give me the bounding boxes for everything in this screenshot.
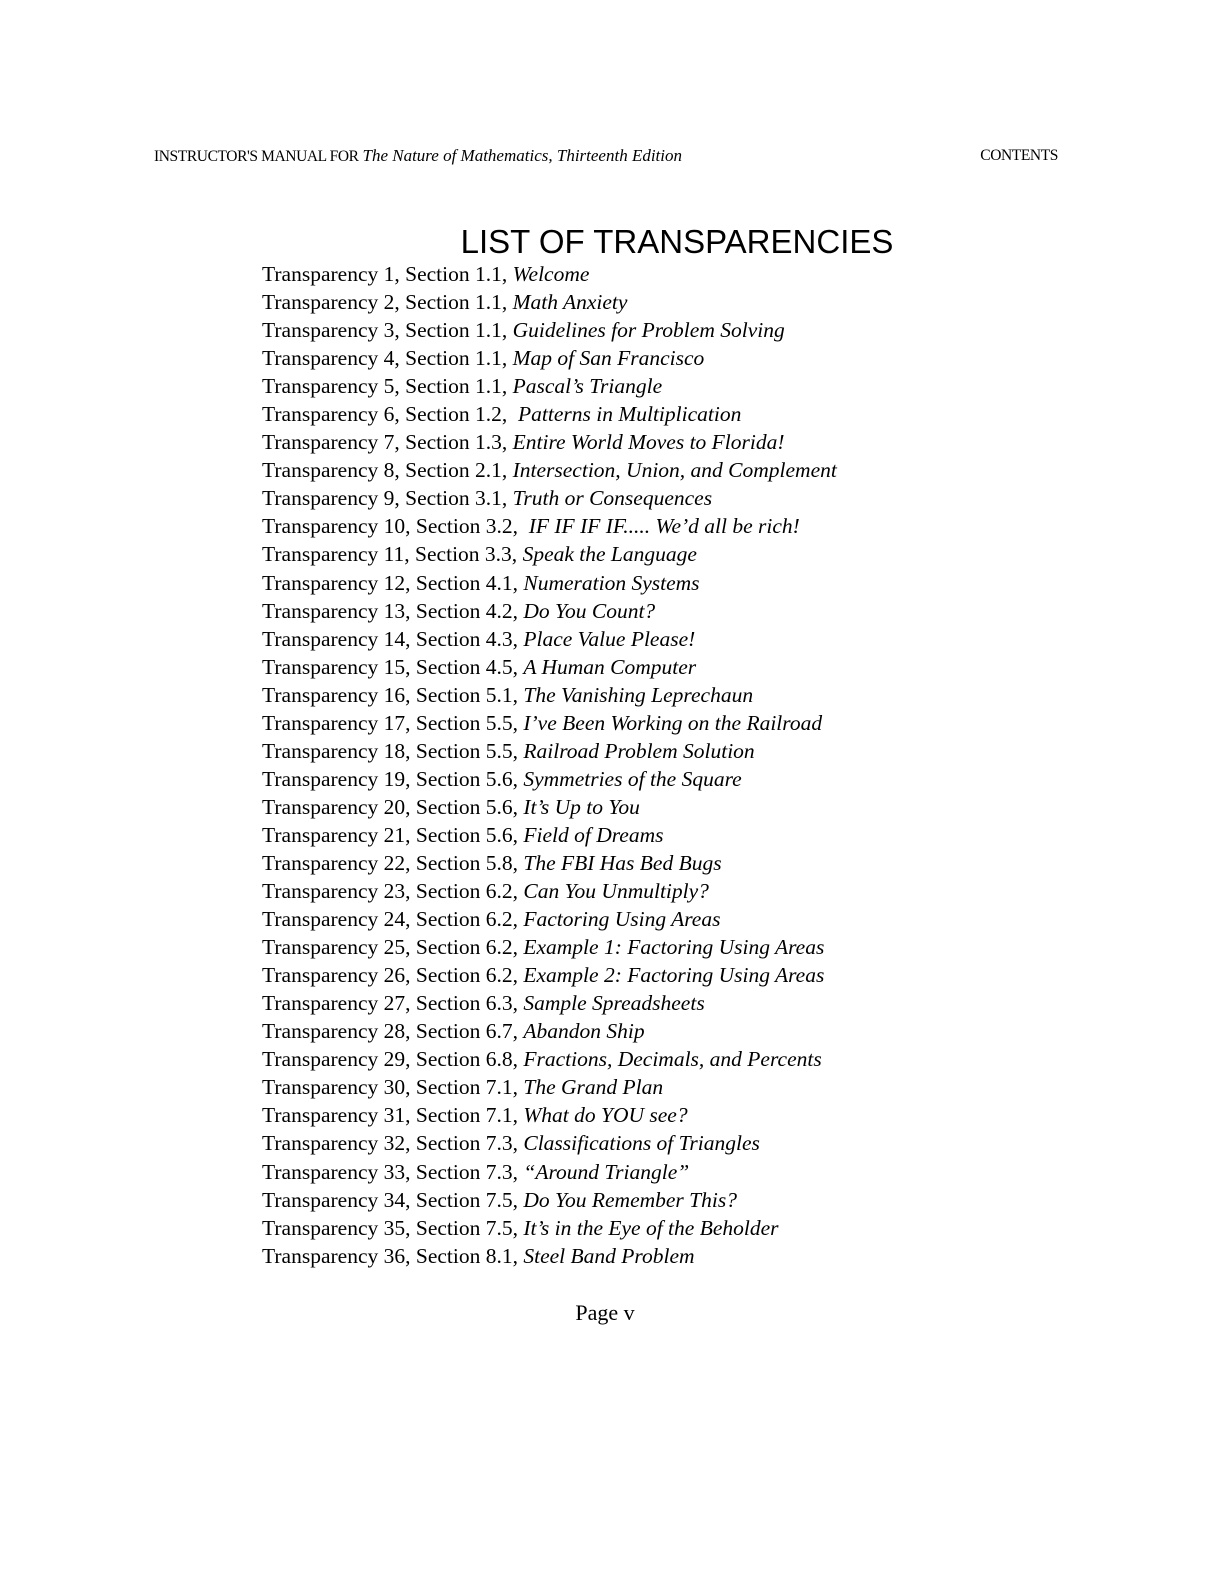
entry-reference: Transparency 7, Section 1.3, — [262, 430, 513, 455]
list-item — [262, 877, 837, 905]
entry-reference: Transparency 19, Section 5.6, — [262, 766, 524, 791]
entry-reference: Transparency 33, Section 7.3, — [262, 1159, 524, 1184]
entry-reference: Transparency 3, Section 1.1, — [262, 318, 513, 343]
entry-reference: Transparency 30, Section 7.1, — [262, 1075, 524, 1100]
entry-topic: Factoring Using Areas — [523, 907, 721, 932]
list-item — [262, 905, 837, 933]
entry-topic: Do You Count? — [523, 598, 656, 623]
entry-topic: I’ve Been Working on the Railroad — [523, 710, 823, 735]
page-title: LIST OF TRANSPARENCIES — [460, 223, 894, 260]
entry-reference: Transparency 1, Section 1.1, — [262, 262, 513, 286]
entry-reference: Transparency 15, Section 4.5, — [262, 654, 524, 679]
entry-topic: The Grand Plan — [523, 1075, 664, 1100]
entry-topic: Math Anxiety — [512, 290, 628, 315]
entry-topic: Welcome — [512, 262, 590, 286]
entry-reference: Transparency 24, Section 6.2, — [262, 907, 524, 932]
entry-topic: Can You Unmultiply? — [523, 879, 709, 904]
list-item — [262, 653, 837, 681]
entry-topic: Sample Spreadsheets — [523, 991, 705, 1016]
entry-topic: Speak the Language — [522, 542, 697, 567]
entry-reference: Transparency 28, Section 6.7, — [262, 1019, 524, 1044]
entry-topic: Numeration Systems — [523, 570, 700, 595]
entry-topic: The Vanishing Leprechaun — [523, 682, 754, 707]
list-item — [262, 1158, 837, 1186]
entry-reference: Transparency 25, Section 6.2, — [262, 935, 524, 960]
list-item — [262, 372, 837, 400]
list-item — [262, 569, 837, 597]
entry-topic: Fractions, Decimals, and Percents — [523, 1047, 822, 1072]
entry-topic: Guidelines for Problem Solving — [512, 318, 785, 343]
entry-reference: Transparency 27, Section 6.3, — [262, 991, 524, 1016]
list-item — [262, 512, 837, 540]
list-item — [262, 625, 837, 653]
entry-reference: Transparency 5, Section 1.1, — [262, 374, 513, 399]
entry-topic: The FBI Has Bed Bugs — [523, 850, 722, 875]
entry-reference: Transparency 34, Section 7.5, — [262, 1187, 524, 1212]
header-book-title: The Nature of Mathematics, Thirteenth Edition — [362, 146, 682, 165]
list-item — [262, 821, 837, 849]
list-item — [262, 933, 837, 961]
entry-reference: Transparency 13, Section 4.2, — [262, 598, 524, 623]
list-item — [262, 456, 837, 484]
list-item — [262, 709, 837, 737]
header-section-label: CONTENTS — [980, 147, 1058, 164]
list-item — [262, 260, 837, 288]
entry-reference: Transparency 21, Section 5.6, — [262, 822, 524, 847]
list-item — [262, 961, 837, 989]
list-item — [262, 765, 837, 793]
running-header — [154, 145, 1058, 167]
list-item — [262, 484, 837, 512]
entry-topic: Do You Remember This? — [523, 1187, 737, 1212]
entry-topic: Field of Dreams — [523, 822, 664, 847]
list-item — [262, 400, 837, 428]
list-item — [262, 1129, 837, 1157]
entry-topic: What do YOU see? — [523, 1103, 688, 1128]
entry-reference: Transparency 35, Section 7.5, — [262, 1215, 524, 1240]
entry-reference: Transparency 2, Section 1.1, — [262, 290, 513, 315]
list-item — [262, 1073, 837, 1101]
list-item — [262, 344, 837, 372]
entry-topic: Example 1: Factoring Using Areas — [523, 935, 825, 960]
entry-topic: It’s Up to You — [523, 794, 640, 819]
entry-reference: Transparency 16, Section 5.1, — [262, 682, 524, 707]
entry-topic: Steel Band Problem — [523, 1243, 695, 1268]
entry-topic: A Human Computer — [523, 654, 697, 679]
entry-reference: Transparency 22, Section 5.8, — [262, 850, 524, 875]
list-item — [262, 597, 837, 625]
list-item — [262, 737, 837, 765]
list-item — [262, 849, 837, 877]
entry-topic: IF IF IF IF..... We’d all be rich! — [528, 514, 800, 539]
entry-reference: Transparency 31, Section 7.1, — [262, 1103, 524, 1128]
list-item — [262, 1242, 837, 1270]
list-item — [262, 793, 837, 821]
list-item — [262, 1101, 837, 1129]
entry-reference: Transparency 20, Section 5.6, — [262, 794, 524, 819]
list-item — [262, 288, 837, 316]
header-manual-label: INSTRUCTOR'S MANUAL FOR — [154, 148, 359, 165]
list-item — [262, 1045, 837, 1073]
list-item — [262, 316, 837, 344]
list-item — [262, 428, 837, 456]
list-item — [262, 540, 837, 568]
entry-reference: Transparency 26, Section 6.2, — [262, 963, 524, 988]
page-number: Page v — [575, 1300, 635, 1325]
entry-topic: Entire World Moves to Florida! — [512, 430, 785, 455]
list-item — [262, 989, 837, 1017]
entry-reference: Transparency 36, Section 8.1, — [262, 1243, 524, 1268]
entry-reference: Transparency 32, Section 7.3, — [262, 1131, 524, 1156]
entry-reference: Transparency 10, Section 3.2, — [262, 514, 529, 539]
list-item — [262, 1186, 837, 1214]
header-book-reference — [154, 145, 682, 168]
transparency-list — [262, 260, 837, 1270]
entry-topic: Place Value Please! — [523, 626, 696, 651]
entry-topic: It’s in the Eye of the Beholder — [523, 1215, 779, 1240]
list-item — [262, 1017, 837, 1045]
entry-topic: Railroad Problem Solution — [523, 738, 755, 763]
entry-topic: Truth or Consequences — [512, 486, 713, 511]
entry-topic: Intersection, Union, and Complement — [512, 458, 837, 483]
entry-reference: Transparency 23, Section 6.2, — [262, 879, 524, 904]
entry-reference: Transparency 11, Section 3.3, — [262, 542, 523, 567]
entry-reference: Transparency 17, Section 5.5, — [262, 710, 524, 735]
list-item — [262, 681, 837, 709]
entry-topic: “Around Triangle” — [523, 1159, 690, 1184]
entry-topic: Abandon Ship — [523, 1019, 645, 1044]
list-item — [262, 1214, 837, 1242]
entry-topic: Example 2: Factoring Using Areas — [523, 963, 825, 988]
entry-reference: Transparency 18, Section 5.5, — [262, 738, 524, 763]
entry-reference: Transparency 29, Section 6.8, — [262, 1047, 524, 1072]
entry-topic: Symmetries of the Square — [523, 766, 742, 791]
entry-topic: Classifications of Triangles — [523, 1131, 760, 1156]
entry-topic: Patterns in Multiplication — [517, 402, 742, 427]
entry-topic: Pascal’s Triangle — [512, 374, 663, 399]
entry-reference: Transparency 12, Section 4.1, — [262, 570, 524, 595]
entry-reference: Transparency 4, Section 1.1, — [262, 346, 513, 371]
entry-topic: Map of San Francisco — [512, 346, 705, 371]
entry-reference: Transparency 14, Section 4.3, — [262, 626, 524, 651]
entry-reference: Transparency 6, Section 1.2, — [262, 402, 518, 427]
entry-reference: Transparency 8, Section 2.1, — [262, 458, 513, 483]
entry-reference: Transparency 9, Section 3.1, — [262, 486, 513, 511]
